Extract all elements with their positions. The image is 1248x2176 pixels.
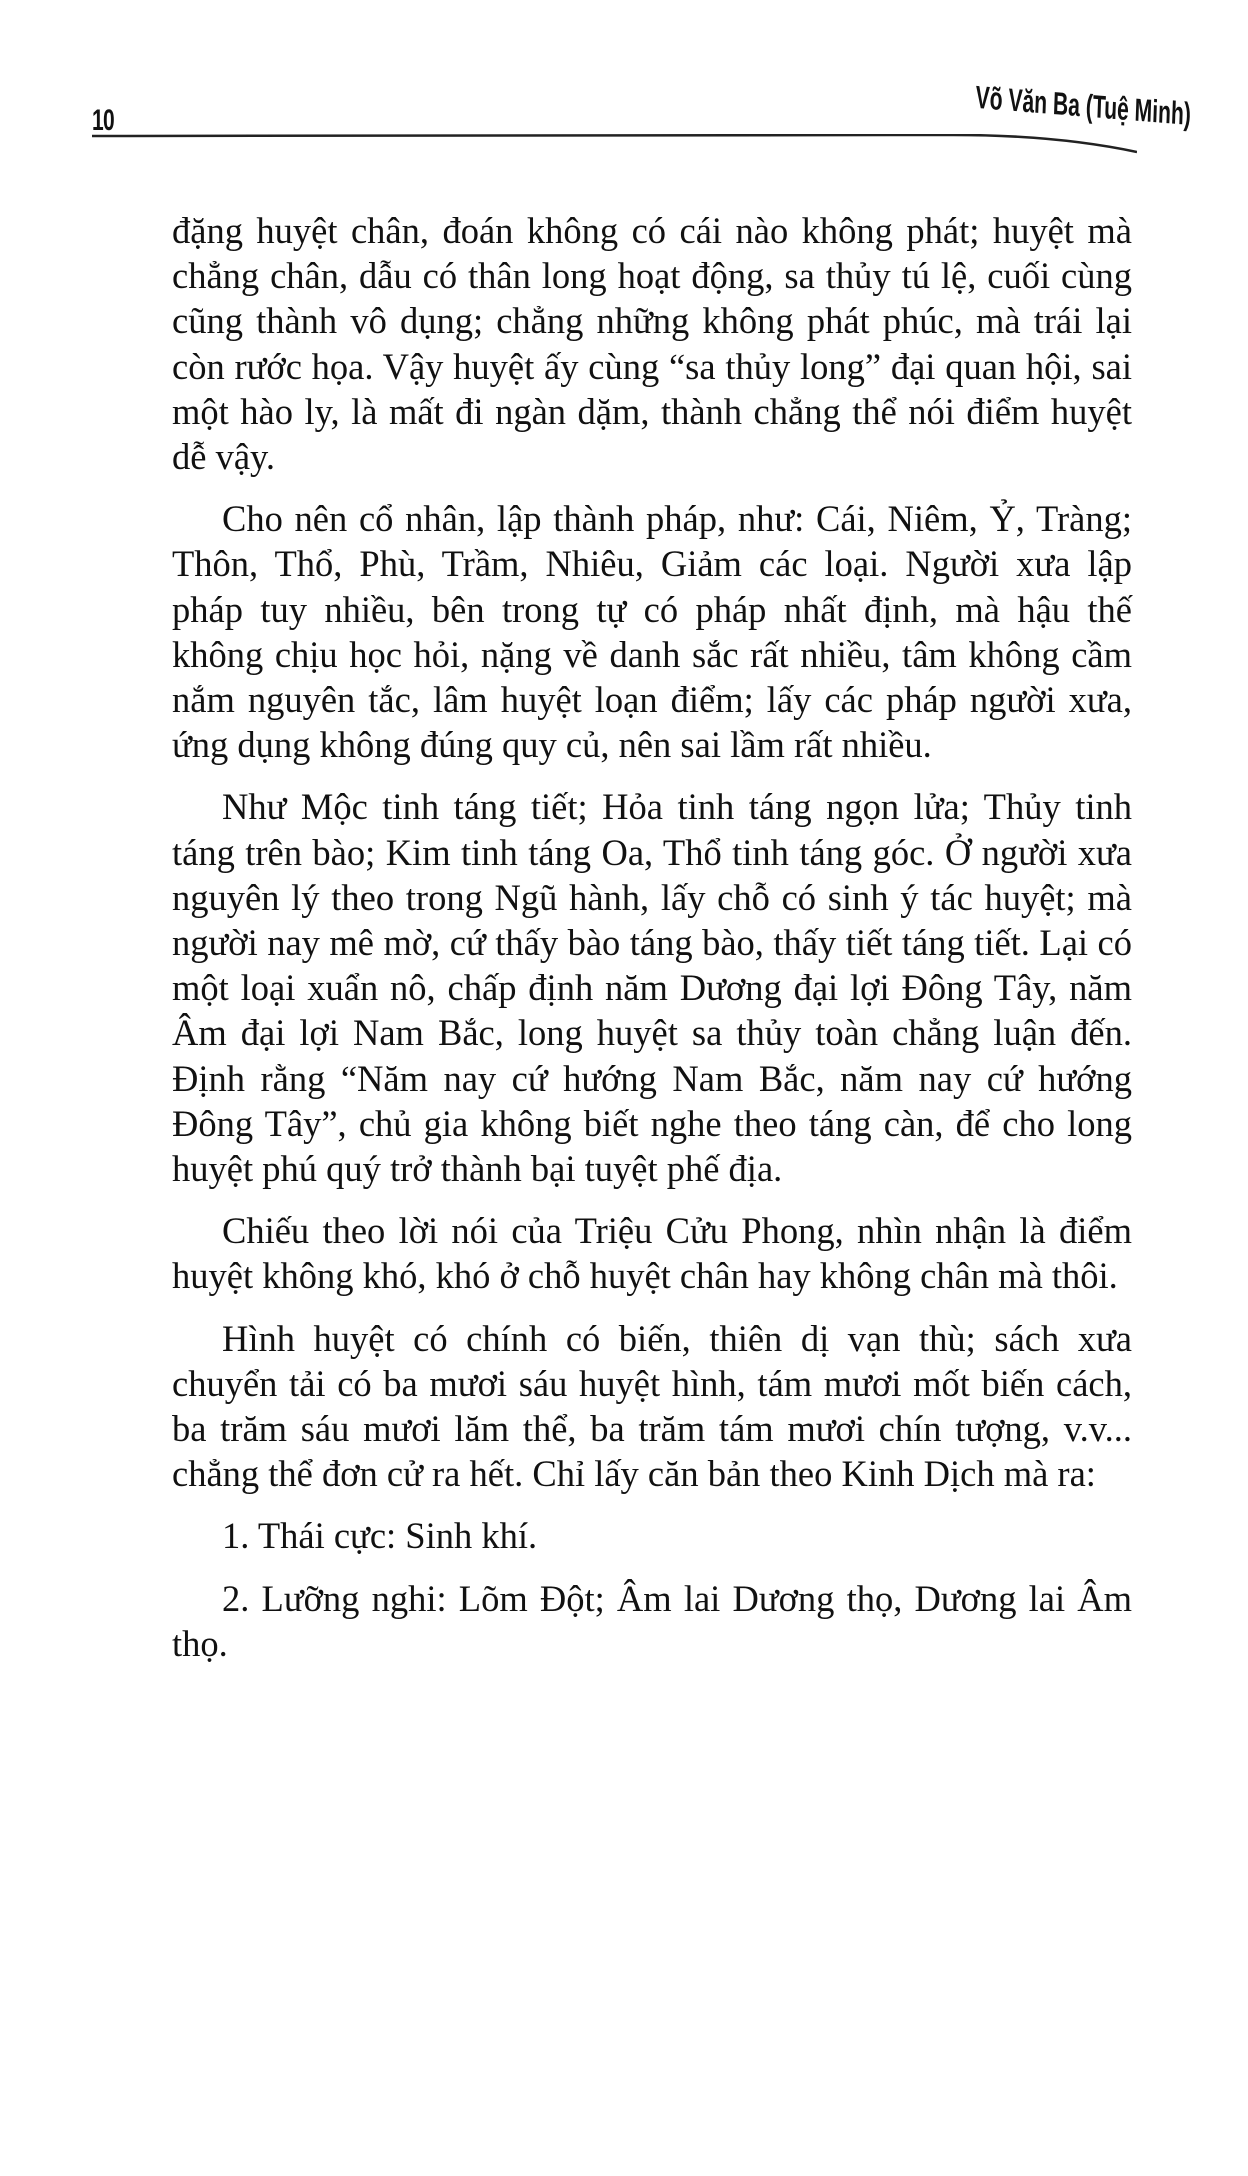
paragraph: Như Mộc tinh táng tiết; Hỏa tinh táng ngọn lửa; Thủy tinh táng trên bào; Kim tinh táng Oa, Thổ tinh táng góc. Ở người xưa nguyên lý theo trong Ngũ hành, lấy chỗ có sinh ý tác huyệt; mà người nay mê mờ, cứ thấy bào táng bào, thấy tiết táng tiết. Lại có một loại xuẩn nô, chấp định năm Dương đại lợi Đông Tây, năm Âm đại lợi Nam Bắc, long huyệt sa thủy toàn chẳng luận đến. Định rằng “Năm nay cứ hướng Nam Bắc, năm nay cứ hướng Đông Tây”, chủ gia không biết nghe theo táng càn, để cho long huyệt phú quý trở thành bại tuyệt phế địa. [172, 786, 1132, 1190]
paragraph: Cho nên cổ nhân, lập thành pháp, như: Cái, Niêm, Ỷ, Tràng; Thôn, Thổ, Phù, Trầm, Nhiêu, Giảm các loại. Người xưa lập pháp tuy nhiều, bên trong tự có pháp nhất định, mà hậu thế không chịu học hỏi, nặng về danh sắc rất nhiều, tâm không cầm nắm nguyên tắc, lâm huyệt loạn điểm; lấy các pháp người xưa, ứng dụng không đúng quy củ, nên sai lầm rất nhiều. [172, 498, 1132, 766]
page-body [172, 208, 1132, 1683]
paragraph: Chiếu theo lời nói của Triệu Cửu Phong, nhìn nhận là điểm huyệt không khó, khó ở chỗ huyệt chân hay không chân mà thôi. [172, 1210, 1132, 1297]
paragraph: Hình huyệt có chính có biến, thiên dị vạn thù; sách xưa chuyển tải có ba mươi sáu huyệt hình, tám mươi mốt biến cách, ba trăm sáu mươi lăm thể, ba trăm tám mươi chín tượng, v.v... chẳng thể đơn cử ra hết. Chỉ lấy căn bản theo Kinh Dịch mà ra: [172, 1317, 1132, 1495]
page-number: 10 [92, 104, 114, 137]
list-item: 1. Thái cực: Sinh khí. [222, 1515, 538, 1557]
header-rule-divider [92, 134, 1137, 154]
list-item: 2. Lưỡng nghi: Lõm Đột; Âm lai Dương thọ, Dương lai Âm thọ. [172, 1577, 1132, 1664]
running-head-author: Võ Văn Ba (Tuệ Minh) [975, 78, 1192, 132]
paragraph: đặng huyệt chân, đoán không có cái nào không phát; huyệt mà chẳng chân, dẫu có thân long hoạt động, sa thủy tú lệ, cuối cùng cũng thành vô dụng; chẳng những không phát phúc, mà trái lại còn rước họa. Vậy huyệt ấy cùng “sa thủy long” đại quan hội, sai một hào ly, là mất đi ngàn dặm, thành chẳng thể nói điểm huyệt dễ vậy. [172, 210, 1132, 478]
